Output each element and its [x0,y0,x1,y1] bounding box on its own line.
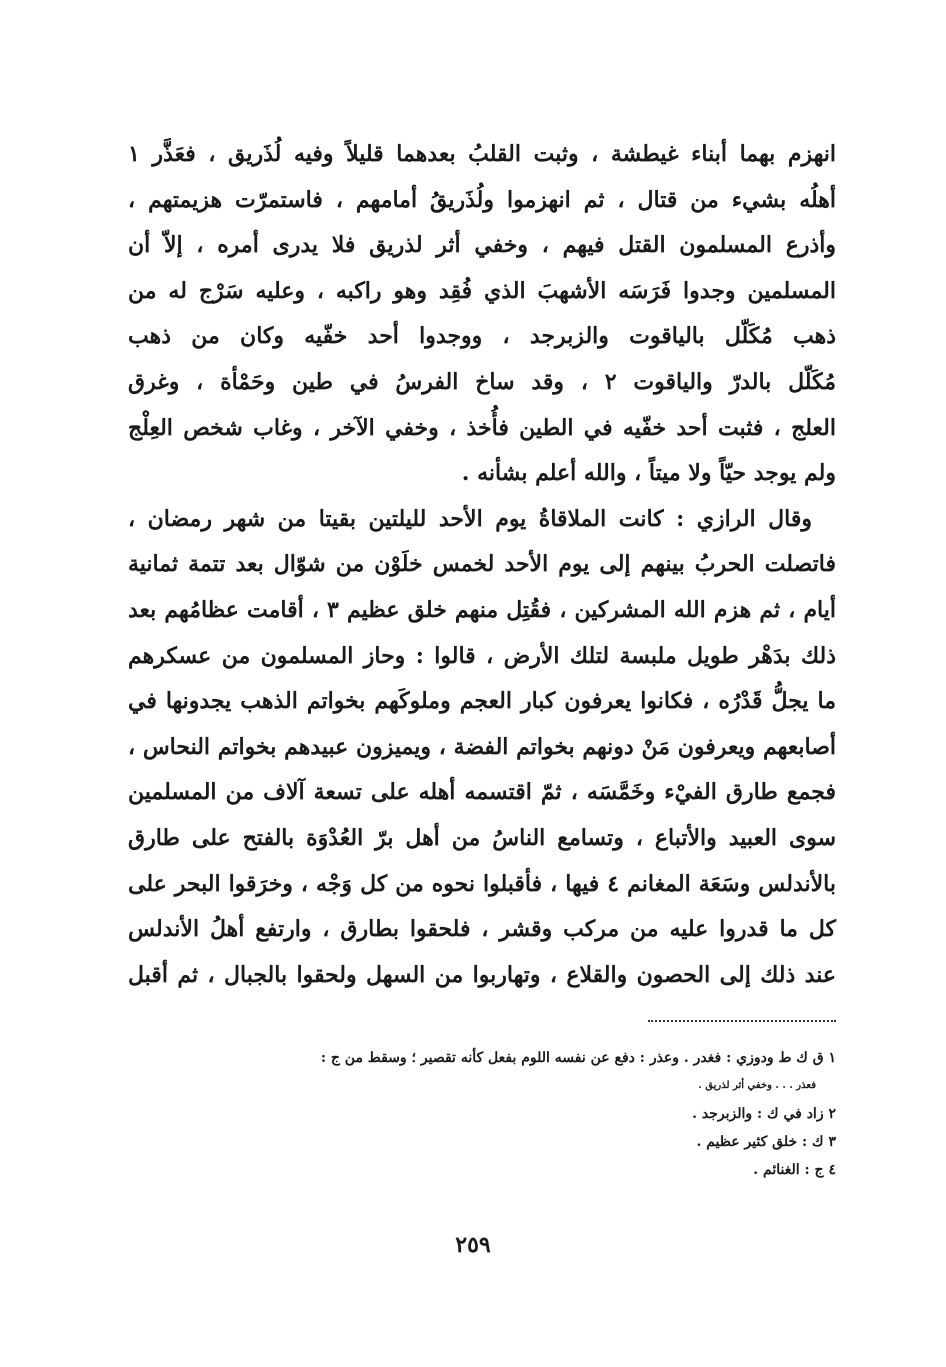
text-line: وأذرع المسلمون القتل فيهم ، وخفي أثر لذريق فلا يدرى أمره ، إلاّ أن [128,232,836,259]
text-line: فجمع طارق الفيْء وخَمَّسَه ، ثمّ اقتسمه أهله على تسعة آلاف من المسلمين [128,779,836,806]
text-line: ما يجلُّ قَدْرُه ، فكانوا يعرفون كبار العجم وملوكَهم بخواتم الذهب يجدونها في [128,688,836,715]
footnote: ٣ ك : خلق كثير عظيم . [696,1134,836,1150]
text-line: كل ما قدروا عليه من مركب وقشر ، فلحقوا بطارق ، وارتفع أهلُ الأندلس [128,916,836,943]
text-line: انهزم بهما أبناء غيطشة ، وثبت القلبُ بعدهما قليلاً وفيه لُذَريق ، فعَذَّر ١ [128,141,836,167]
text-line: سوى العبيد والأتباع ، وتسامع الناسُ من أهل برّ العُدْوَة بالفتح على طارق [128,824,836,851]
footnote: ٤ ج : الغنائم . [753,1162,836,1178]
text-line: فاتصلت الحربُ بينهم إلى يوم الأحد لخمس خلَوْن من شوّال بعد تتمة ثمانية [128,551,836,578]
text-line: ذلك بدَهْر طويل ملبسة لتلك الأرض ، قالوا : وحاز المسلمون من عسكرهم [128,642,836,669]
footnote: فعذر . . . وخفي أثر لذريق . [698,1080,816,1091]
text-line: بالأندلس وسَعَة المغانم ٤ فيها ، فأقبلوا نحوه من كل وَجْه ، وخرَقوا البحر على [128,870,837,897]
footnote-separator [648,1020,836,1022]
text-line: عند ذلك إلى الحصون والقلاع ، وتهاربوا من السهل ولحقوا بالجبال ، ثم أقبل [128,961,836,988]
main-text [128,132,836,998]
footnotes [150,1044,836,1184]
text-line: المسلمين وجدوا فَرَسَه الأشهبَ الذي فُقِد وهو راكبه ، وعليه سَرْج له من [128,277,836,304]
footnote: ١ ق ك ط ودوزي : فغدر . وعذر : دفع عن نفسه اللوم بفعل كأنه تقصير ؛ وسقط من ج : [320,1050,836,1066]
text-line: أهلُه بشيء من قتال ، ثم انهزموا ولُذَريقُ أمامهم ، فاستمرّت هزيمتهم ، [128,186,836,213]
page-number: ٢٥٩ [455,1232,491,1258]
text-line: العلج ، فثبت أحد خفّيه في الطين فأُخذ ، وخفي الآخر ، وغاب شخص العِلْج [128,414,836,441]
footnote: ٢ زاد في ك : والزبرجد . [692,1106,836,1122]
text-line: ذهب مُكَلّل بالياقوت والزبرجد ، ووجدوا أحد خفّيه وكان من ذهب [128,323,836,350]
text-line: وقال الرازي : كانت الملاقاةُ يوم الأحد لليلتين بقيتا من شهر رمضان ، [128,505,812,532]
text-line: ولم يوجد حيّاً ولا ميتاً ، والله أعلم بشأنه . [461,460,836,487]
text-line: أصابعهم ويعرفون مَنْ دونهم بخواتم الفضة ، ويميزون عبيدهم بخواتم النحاس ، [128,733,836,760]
text-line: مُكَلّل بالدرّ والياقوت ٢ ، وقد ساخ الفرسُ في طين وحَمْأة ، وغرق [128,368,836,395]
text-line: أيام ، ثم هزم الله المشركين ، فقُتِل منهم خلق عظيم ٣ ، أقامت عظامُهم بعد [128,596,836,623]
